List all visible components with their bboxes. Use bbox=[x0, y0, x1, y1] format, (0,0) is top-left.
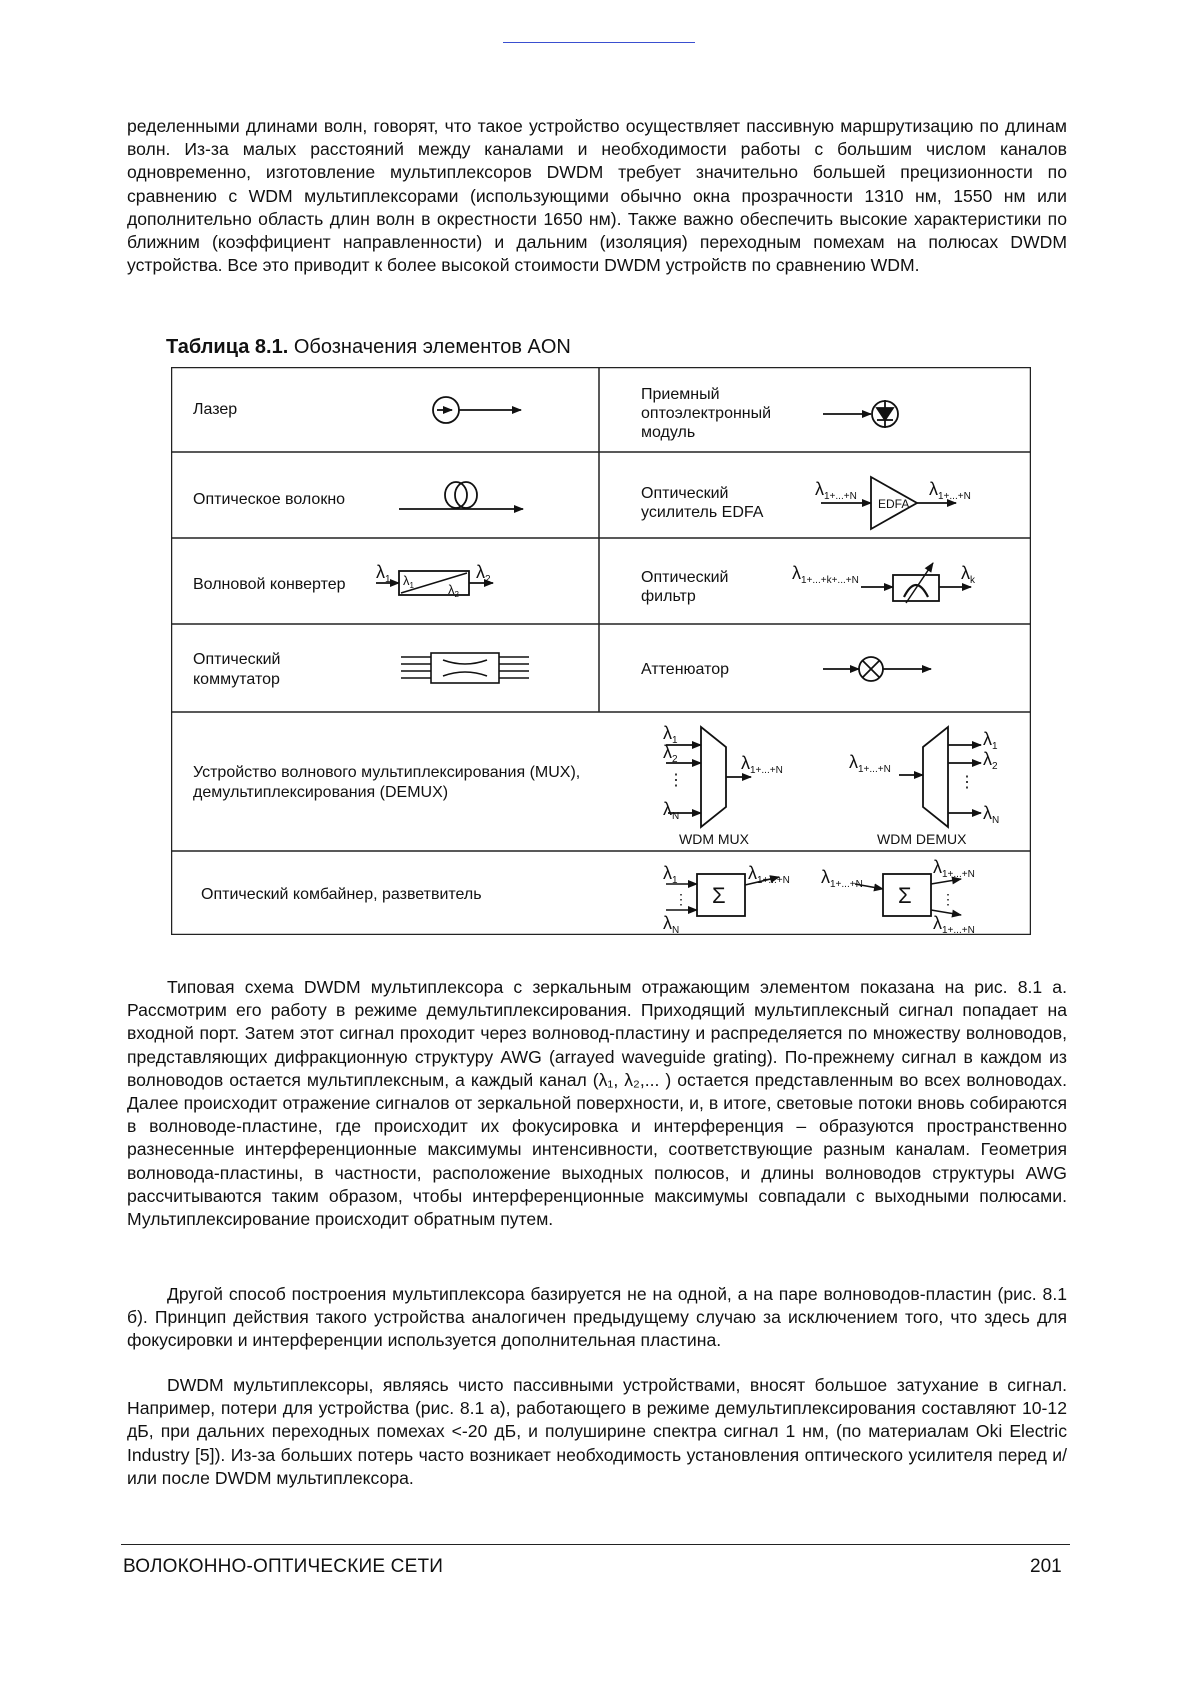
cell-combiner-label: Оптический комбайнер, разветвитель bbox=[201, 886, 482, 903]
cell-mux-line2: демультиплексирования (DEMUX) bbox=[193, 784, 449, 801]
svg-text:λ1+...+N: $\lambda_{1+...+N}$ bbox=[741, 753, 783, 776]
tunable-filter-icon bbox=[792, 563, 976, 603]
page-number: 201 bbox=[1030, 1556, 1062, 1577]
svg-text:λ1+...+N: $\lambda_{1+...+N}$ bbox=[849, 752, 891, 775]
table-grid bbox=[171, 367, 1031, 935]
sigma-glyph-2: Σ bbox=[898, 883, 912, 908]
svg-text:⋮: ⋮ bbox=[941, 891, 955, 907]
svg-text:λ1: $\lambda_1$ bbox=[403, 573, 414, 590]
svg-text:⋮: ⋮ bbox=[959, 774, 975, 791]
svg-text:λ2: $\lambda_2$ bbox=[448, 582, 459, 599]
wdm-demux-icon bbox=[849, 727, 999, 847]
cell-filter-line2: фильтр bbox=[641, 588, 696, 605]
cell-amp-line2: усилитель EDFA bbox=[641, 504, 764, 521]
svg-text:λ2: $\lambda_2$ bbox=[476, 562, 491, 585]
svg-text:λk: $\lambda_k$ bbox=[961, 563, 975, 586]
cell-laser-label: Лазер bbox=[193, 401, 238, 418]
cell-receiver-line1: Приемный bbox=[641, 386, 720, 403]
cell-fiber-label: Оптическое волокно bbox=[193, 491, 346, 508]
svg-text:λ1: $\lambda_1$ bbox=[376, 562, 391, 585]
svg-text:λ1+...+k+...+N: $\lambda_{1+...+k+...+N}$ bbox=[792, 563, 859, 586]
cell-converter-label: Волновой конвертер bbox=[193, 576, 346, 593]
cell-switch-line1: Оптический bbox=[193, 651, 281, 668]
svg-text:λ1: $\lambda_1$ bbox=[983, 729, 998, 752]
svg-text:λN: $\lambda_N$ bbox=[663, 799, 680, 822]
wdm-mux-icon bbox=[663, 723, 783, 847]
paragraph-2: Типовая схема DWDM мультиплексора с зеркальным отражающим элементом показана на рис. 8.1 а. Рассмотрим его работу в режиме демультиплексирования. Приходящий мультиплексный сигнал попадает на входной порт. Затем этот сигнал проходит через волновод-пластину и распределяется по множеству волноводов, представляющих дифракционную структуру AWG (arrayed waveguide grating). По-прежнему сигнал в каждом из волноводов остается мультиплексным, а каждый канал (λ₁, λ₂,... ) остается представленным во всех волноводах. Далее происходит отражение сигналов от зеркальной поверхности, и, в итоге, световые потоки вновь собираются в волноводе-пластине, где происходит их фокусировка и интерференция – образуются пространственно разнесенные интерференционные максимумы интенсивности, соответствующие разным каналам. Геометрия волновода-пластины, в частности, расположение выходных полюсов, и длины волноводов структуры AWG рассчитываются таким образом, чтобы интерференционные максимумы совпадали с выходными полюсами. Мультиплексирование происходит обратным путем. bbox=[127, 977, 1067, 1230]
svg-text:λ1+...+N: $\lambda_{1+...+N}$ bbox=[748, 863, 790, 886]
attenuator-icon bbox=[823, 657, 931, 681]
table-caption-number: Таблица 8.1. bbox=[166, 336, 289, 358]
cell-switch-line2: коммутатор bbox=[193, 671, 280, 688]
svg-text:λ2: $\lambda_2$ bbox=[663, 742, 678, 765]
svg-text:λ1+...+N: $\lambda_{1+...+N}$ bbox=[933, 857, 975, 880]
cell-mux-line1: Устройство волнового мультиплексирования (MUX), bbox=[193, 764, 581, 781]
table-caption-text: Обозначения элементов AON bbox=[288, 336, 571, 358]
svg-text:λ1: $\lambda_1$ bbox=[663, 723, 678, 746]
laser-icon bbox=[433, 397, 521, 423]
running-footer: ВОЛОКОННО-ОПТИЧЕСКИЕ СЕТИ bbox=[123, 1556, 444, 1577]
cell-filter-line1: Оптический bbox=[641, 569, 729, 586]
svg-text:⋮: ⋮ bbox=[668, 772, 684, 789]
svg-text:λ2: $\lambda_2$ bbox=[983, 749, 998, 772]
aon-elements-table bbox=[171, 367, 1031, 935]
edfa-amplifier-icon bbox=[815, 477, 971, 529]
wavelength-converter-icon bbox=[376, 562, 493, 599]
svg-text:λ1+...+N: $\lambda_{1+...+N}$ bbox=[933, 913, 975, 935]
wdm-mux-label: WDM MUX bbox=[679, 831, 749, 847]
svg-text:⋮: ⋮ bbox=[674, 891, 688, 907]
paragraph-3: Другой способ построения мультиплексора базируется не на одной, а на паре волноводов-пластин (рис. 8.1 б). Принцип действия такого устройства аналогичен предыдущему случаю за исключением того, что здесь для фокусировки и интерференции используется дополнительная пластина. bbox=[127, 1284, 1067, 1351]
cell-receiver-line2: оптоэлектронный bbox=[641, 405, 772, 422]
cell-attenuator-label: Аттенюатор bbox=[641, 661, 730, 678]
paragraph-1: ределенными длинами волн, говорят, что такое устройство осуществляет пассивную маршрутизацию по длинам волн. Из-за малых расстояний между каналами и необходимости работы с большим числом каналов одновременно, изготовление мультиплексоров DWDM требует значительно большей прецизионности по сравнению с WDM мультиплексорами (использующими обычно окна прозрачности 1310 нм, 1550 нм или дополнительно область длин волн в окрестности 1650 нм). Также важно обеспечить высокие характеристики по ближним (коэффициент направленности) и дальним (изоляция) переходным помехам на полюсах DWDM устройства. Все это приводит к более высокой стоимости DWDM устройств по сравнению WDM. bbox=[127, 116, 1067, 276]
table-caption bbox=[166, 336, 571, 359]
edfa-in-lambda: $\lambda_{1+...+N}$ bbox=[815, 479, 857, 502]
paragraph-4: DWDM мультиплексоры, являясь чисто пассивными устройствами, вносят большое затухание в сигнал. Например, потери для устройства (рис. 8.1 а), работающего в режиме демультиплексирования составляют 10-12 дБ, при дальних переходных помехах <-20 дБ, и полуширине спектра сигнал 1 нм, (по материалам Oki Electric Industry [5]). Из-за больших потерь часто возникает необходимость установления оптического усилителя перед и/или после DWDM мультиплексора. bbox=[127, 1375, 1067, 1488]
fiber-coil-icon bbox=[399, 482, 523, 509]
wdm-demux-label: WDM DEMUX bbox=[877, 831, 967, 847]
top-link-line bbox=[503, 42, 695, 43]
combiner-icon bbox=[663, 863, 790, 935]
edfa-label: EDFA bbox=[878, 497, 910, 511]
cell-amp-line1: Оптический bbox=[641, 485, 729, 502]
splitter-icon bbox=[821, 857, 975, 935]
sigma-glyph: Σ bbox=[712, 883, 726, 908]
edfa-out-lambda: $\lambda_{1+...+N}$ bbox=[929, 479, 971, 502]
svg-text:λN: $\lambda_N$ bbox=[663, 913, 680, 935]
cell-receiver-line3: модуль bbox=[641, 424, 696, 441]
photodiode-icon bbox=[823, 400, 898, 428]
svg-text:λ1+...+N: $\lambda_{1+...+N}$ bbox=[821, 867, 863, 890]
svg-text:λN: $\lambda_N$ bbox=[983, 803, 1000, 826]
svg-text:λ1: $\lambda_1$ bbox=[663, 863, 678, 886]
footer-rule bbox=[121, 1544, 1070, 1545]
optical-switch-icon bbox=[401, 653, 529, 683]
